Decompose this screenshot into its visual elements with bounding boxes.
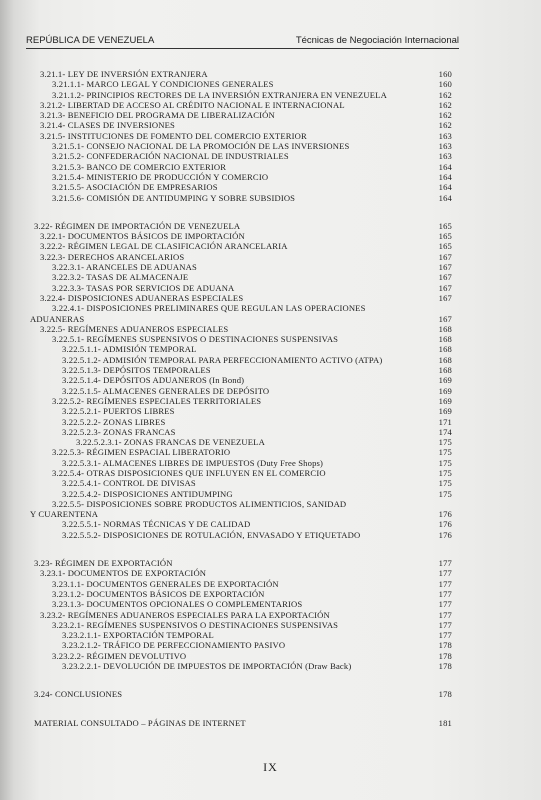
toc-entry-title: 3.22.3- DERECHOS ARANCELARIOS [40,251,185,262]
toc-entry-page: 178 [438,640,452,651]
toc-entry-page: 168 [438,323,452,334]
toc-entry-page: 177 [438,609,452,620]
toc-entry-page: 165 [438,220,452,231]
toc-entry-title: 3.21.5.4- MINISTERIO DE PRODUCCIÓN Y COMERCIO [52,171,269,182]
toc-entry [0,141,541,151]
toc-entry [0,293,541,303]
toc-entry [0,427,541,437]
table-of-contents [0,69,541,728]
toc-entry-title: 3.22.5.3.1- ALMACENES LIBRES DE IMPUESTOS (Duty Free Shops) [62,457,324,468]
toc-entry [0,272,541,282]
toc-entry-title: 3.22.5.2.2- ZONAS LIBRES [62,416,166,427]
toc-entry-title: 3.22.5- REGÍMENES ADUANEROS ESPECIALES [40,323,229,334]
toc-entry-page: 177 [438,578,452,589]
toc-entry [0,630,541,640]
toc-entry-page: 171 [438,416,452,427]
toc-entry-title: 3.21.1.2- PRINCIPIOS RECTORES DE LA INVERSIÓN EXTRANJERA EN VENEZUELA [52,89,387,100]
toc-entry-title: 3.22.2- RÉGIMEN LEGAL DE CLASIFICACIÓN ARANCELARIA [40,241,288,252]
toc-entry-page: 167 [438,282,452,293]
toc-entry-title: 3.22.5.4.1- CONTROL DE DIVISAS [62,478,196,489]
toc-entry-title: 3.22.5.2.3.1- ZONAS FRANCAS DE VENEZUELA [76,437,265,448]
toc-entry-page: 175 [438,447,452,458]
toc-entry [0,120,541,130]
toc-entry-page: 168 [438,344,452,355]
toc-entry-title: ADUANERAS [30,313,85,324]
toc-entry [0,131,541,141]
toc-entry [0,661,541,671]
toc-entry [0,365,541,375]
toc-entry-title: 3.22.5.5- DISPOSICIONES SOBRE PRODUCTOS ALIMENTICIOS, SANIDAD [52,498,347,509]
toc-entry-title: 3.22.5.2.1- PUERTOS LIBRES [62,406,175,417]
toc-entry-page: 167 [438,313,452,324]
toc-entry-title: 3.21.1.1- MARCO LEGAL Y CONDICIONES GENERALES [52,79,274,90]
toc-entry-page: 177 [438,568,452,579]
toc-entry-title: 3.22.3.3- TASAS POR SERVICIOS DE ADUANA [52,282,235,293]
toc-entry-page: 168 [438,365,452,376]
toc-entry [0,620,541,630]
toc-entry [0,375,541,385]
toc-entry-title: 3.21.4- CLASES DE INVERSIONES [40,120,175,131]
toc-entry-page: 175 [438,457,452,468]
toc-entry [0,589,541,599]
toc-entry [0,355,541,365]
toc-entry-title: 3.22.5.1.5- ALMACENES GENERALES DE DEPÓSITO [62,385,270,396]
toc-entry [0,172,541,182]
toc-entry [0,509,541,519]
toc-entry-page: 165 [438,231,452,242]
toc-entry-title: 3.21.5.2- CONFEDERACIÓN NACIONAL DE INDUSTRIALES [52,151,289,162]
toc-entry-title: 3.23- RÉGIMEN DE EXPORTACIÓN [34,558,173,569]
toc-entry-page: 163 [438,141,452,152]
toc-entry-page: 164 [438,192,452,203]
toc-entry-page: 160 [438,69,452,79]
section-spacer [0,203,541,221]
toc-entry-page: 169 [438,395,452,406]
toc-entry-page: 177 [438,588,452,599]
toc-entry-page: 181 [438,717,452,728]
toc-entry-title: 3.21.3- BENEFICIO DEL PROGRAMA DE LIBERALIZACIÓN [40,110,275,121]
toc-entry-page: 175 [438,467,452,478]
toc-entry-title: 3.22.3.2- TASAS DE ALMACENAJE [52,272,189,283]
toc-entry-page: 178 [438,661,452,672]
toc-entry [0,314,541,324]
toc-entry-page: 177 [438,619,452,630]
toc-entry-page: 163 [438,151,452,162]
toc-entry-title: 3.23.1- DOCUMENTOS DE EXPORTACIÓN [40,568,207,579]
toc-entry [0,568,541,578]
toc-entry [0,651,541,661]
toc-entry [0,100,541,110]
toc-entry [0,437,541,447]
toc-entry [0,530,541,540]
toc-entry-title: 3.21.1- LEY DE INVERSIÓN EXTRANJERA [40,69,208,79]
toc-entry [0,610,541,620]
toc-entry-page: 164 [438,182,452,193]
toc-entry [0,386,541,396]
toc-entry [0,344,541,354]
toc-entry [0,241,541,251]
toc-entry-page: 162 [438,89,452,100]
toc-entry-title: 3.22.5.5.1- NORMAS TÉCNICAS Y DE CALIDAD [62,519,251,530]
toc-entry [0,396,541,406]
toc-entry-page: 176 [438,519,452,530]
toc-entry-title: 3.22.5.2.3- ZONAS FRANCAS [62,426,176,437]
page-number: IX [263,760,278,774]
toc-entry-page: 178 [438,689,452,700]
toc-entry-title: 3.22.5.5.2- DISPOSICIONES DE ROTULACIÓN, ENVASADO Y ETIQUETADO [62,529,361,540]
toc-entry [0,283,541,293]
toc-entry-page: 176 [438,529,452,540]
toc-entry-title: 3.23.2.1.1- EXPORTACIÓN TEMPORAL [62,630,214,641]
toc-entry-title: 3.22.4- DISPOSICIONES ADUANERAS ESPECIALES [40,292,244,303]
toc-entry-page: 174 [438,426,452,437]
toc-entry [0,468,541,478]
toc-entry [0,193,541,203]
toc-entry [0,221,541,231]
toc-entry-page: 175 [438,478,452,489]
toc-entry-title: 3.21.5.5- ASOCIACIÓN DE EMPRESARIOS [52,182,218,193]
toc-entry-title: 3.22.5.3- RÉGIMEN ESPACIAL LIBERATORIO [52,447,231,458]
toc-entry-title: 3.22.1- DOCUMENTOS BÁSICOS DE IMPORTACIÓN [40,231,245,242]
toc-entry [0,499,541,509]
section-spacer [0,700,541,718]
toc-entry-title: 3.21.5- INSTITUCIONES DE FOMENTO DEL COMERCIO EXTERIOR [40,130,307,141]
toc-entry-page: 177 [438,558,452,569]
toc-entry-page: 164 [438,161,452,172]
toc-entry [0,478,541,488]
toc-entry [0,417,541,427]
header-course-title: Técnicas de Negociación Internacional [295,35,459,46]
toc-entry [0,182,541,192]
toc-entry-title: 3.23.1.2- DOCUMENTOS BÁSICOS DE EXPORTACIÓN [52,588,265,599]
toc-entry [0,599,541,609]
toc-entry-page: 165 [438,241,452,252]
toc-entry-title: 3.22.4.1- DISPOSICIONES PRELIMINARES QUE REGULAN LAS OPERACIONES [52,303,366,314]
toc-entry-title: 3.23.1.3- DOCUMENTOS OPCIONALES O COMPLEMENTARIOS [52,599,303,610]
toc-entry-title: Y CUARENTENA [30,509,99,520]
toc-entry-title: 3.22.5.4- OTRAS DISPOSICIONES QUE INFLUYEN EN EL COMERCIO [52,467,326,478]
toc-entry-title: 3.23.1.1- DOCUMENTOS GENERALES DE EXPORTACIÓN [52,578,279,589]
toc-entry [0,110,541,120]
toc-entry-title: 3.22.3.1- ARANCELES DE ADUANAS [52,262,197,273]
toc-entry [0,519,541,529]
toc-entry [0,90,541,100]
toc-entry-page: 178 [438,650,452,661]
toc-entry-page: 175 [438,437,452,448]
toc-entry [0,324,541,334]
section-spacer [0,671,541,689]
toc-entry [0,334,541,344]
toc-entry-title: 3.22.5.1.1- ADMISIÓN TEMPORAL [62,344,197,355]
toc-entry-page: 164 [438,171,452,182]
section-spacer [0,540,541,558]
toc-entry-page: 163 [438,130,452,141]
toc-entry [0,79,541,89]
toc-entry-page: 177 [438,599,452,610]
toc-entry-page: 176 [438,509,452,520]
toc-entry-title: 3.22.5.4.2- DISPOSICIONES ANTIDUMPING [62,488,233,499]
toc-entry [0,458,541,468]
toc-entry-title: 3.21.5.1- CONSEJO NACIONAL DE LA PROMOCIÓN DE LAS INVERSIONES [52,141,350,152]
toc-entry [0,231,541,241]
page-header [26,34,459,49]
toc-entry-page: 162 [438,120,452,131]
toc-entry-title: 3.22.5.1.2- ADMISIÓN TEMPORAL PARA PERFECCIONAMIENTO ACTIVO (ATPA) [62,354,383,365]
toc-entry-page: 160 [438,79,452,90]
toc-entry-title: 3.23.2- REGÍMENES ADUANEROS ESPECIALES PARA LA EXPORTACIÓN [40,609,330,620]
toc-entry-page: 167 [438,262,452,273]
toc-entry [0,718,541,728]
toc-entry-title: 3.22.5.1.3- DEPÓSITOS TEMPORALES [62,365,211,376]
toc-entry-title: 3.22- RÉGIMEN DE IMPORTACIÓN DE VENEZUELA [34,220,241,231]
toc-entry-page: 167 [438,251,452,262]
toc-entry-page: 177 [438,630,452,641]
toc-entry [0,303,541,313]
header-country: REPÚBLICA DE VENEZUELA [26,35,155,46]
toc-entry-title: 3.22.5.2- REGÍMENES ESPECIALES TERRITORIALES [52,395,262,406]
toc-entry-title: 3.23.2.2.1- DEVOLUCIÓN DE IMPUESTOS DE IMPORTACIÓN (Draw Back) [62,661,352,672]
toc-entry-page: 167 [438,292,452,303]
toc-entry-title: 3.24- CONCLUSIONES [34,689,123,700]
toc-entry-page: 169 [438,385,452,396]
toc-entry [0,579,541,589]
toc-entry-title: 3.21.5.3- BANCO DE COMERCIO EXTERIOR [52,161,227,172]
toc-entry [0,151,541,161]
toc-entry-page: 168 [438,354,452,365]
toc-entry [0,558,541,568]
toc-entry-title: 3.22.5.1.4- DEPÓSITOS ADUANEROS (In Bond) [62,375,245,386]
toc-entry-title: 3.23.2.1- REGÍMENES SUSPENSIVOS O DESTINACIONES SUSPENSIVAS [52,619,339,630]
toc-entry-page: 175 [438,488,452,499]
toc-entry [0,162,541,172]
toc-entry [0,406,541,416]
toc-entry-title: 3.22.5.1- REGÍMENES SUSPENSIVOS O DESTINACIONES SUSPENSIVAS [52,334,339,345]
toc-entry [0,640,541,650]
toc-entry [0,252,541,262]
toc-entry [0,689,541,699]
toc-entry [0,489,541,499]
toc-entry-title: 3.21.2- LIBERTAD DE ACCESO AL CRÉDITO NACIONAL E INTERNACIONAL [40,99,345,110]
toc-entry-page: 169 [438,406,452,417]
toc-entry-page: 162 [438,110,452,121]
toc-entry-page: 167 [438,272,452,283]
toc-entry-title: 3.23.2.1.2- TRÁFICO DE PERFECCIONAMIENTO PASIVO [62,640,286,651]
toc-entry [0,447,541,457]
toc-entry-page: 168 [438,334,452,345]
toc-entry [0,262,541,272]
toc-entry [0,69,541,79]
toc-entry-page: 162 [438,99,452,110]
toc-entry-title: MATERIAL CONSULTADO – PÁGINAS DE INTERNET [34,717,246,728]
toc-entry-title: 3.21.5.6- COMISIÓN DE ANTIDUMPING Y SOBRE SUBSIDIOS [52,192,296,203]
toc-entry-title: 3.23.2.2- RÉGIMEN DEVOLUTIVO [52,650,187,661]
toc-entry-page: 169 [438,375,452,386]
